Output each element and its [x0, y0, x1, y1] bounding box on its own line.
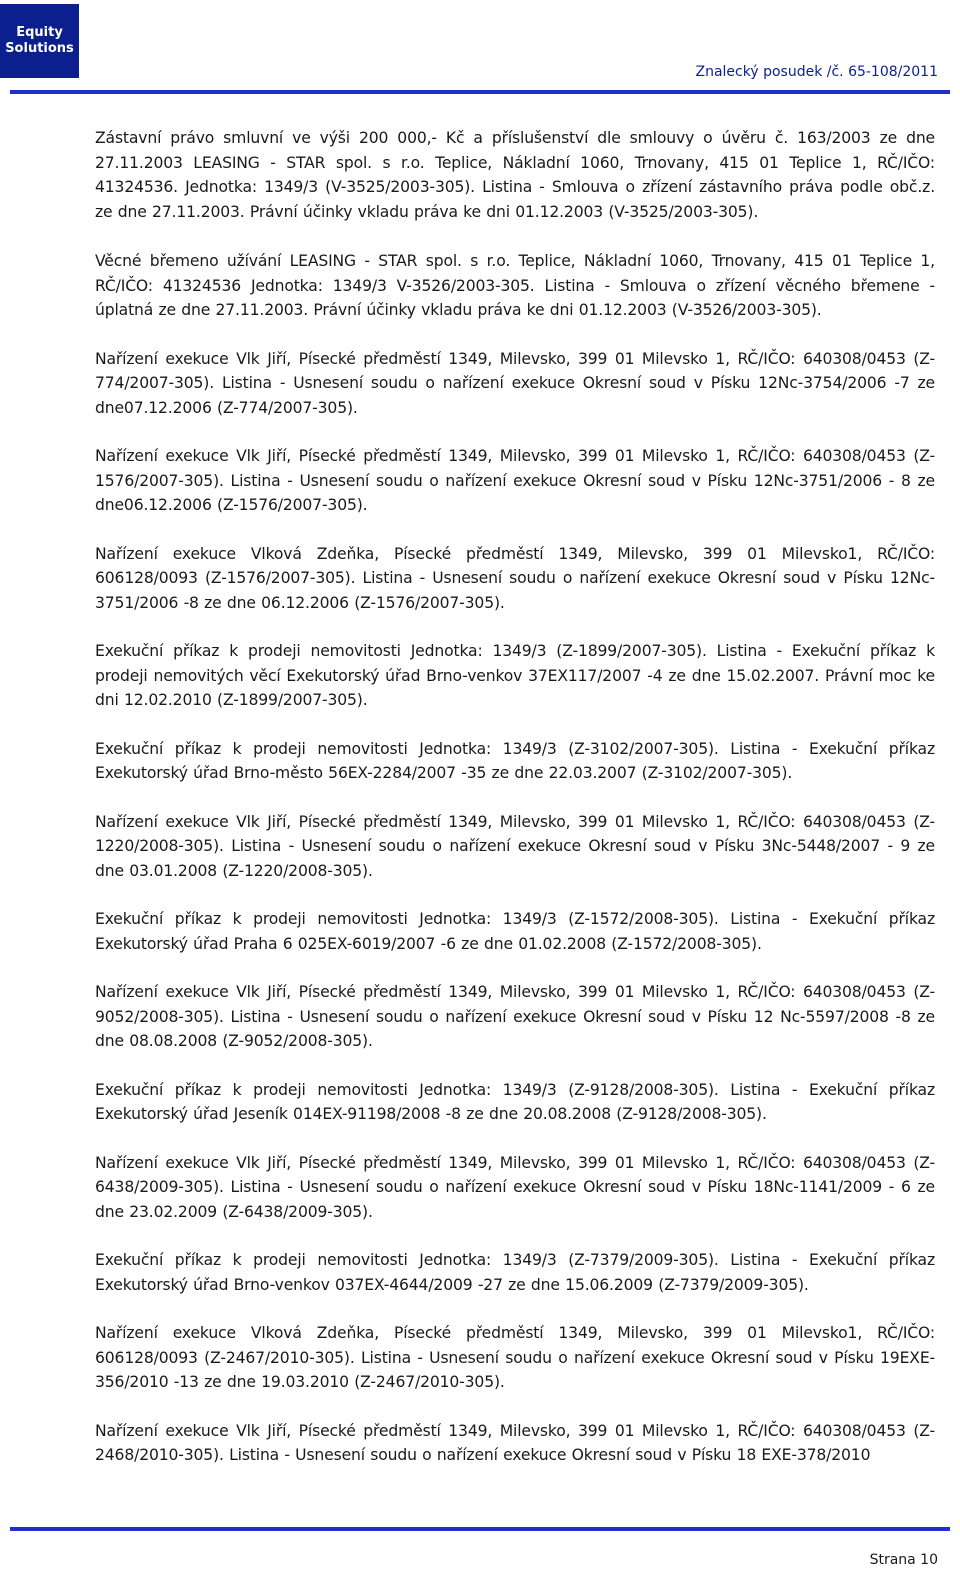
- paragraph-zastavni-pravo: Zástavní právo smluvní ve výši 200 000,- Kč a příslušenství dle smlouvy o úvěru č. 163/2003 ze dne 27.11.2003 LEASING - STAR spol. s r.o. Teplice, Nákladní 1060, Trnovany, 415 01 Teplice 1, RČ/IČO: 41324536. Jednotka: 1349/3 (V-3525/2003-305). Listina - Smlouva o zřízení zástavního práva podle obč.z. ze dne 27.11.2003. Právní účinky vkladu práva ke dni 01.12.2003 (V-3525/2003-305).: [95, 129, 935, 221]
- logo-line-equity: Equity: [16, 25, 63, 40]
- paragraph-exekucni-prikaz: Exekuční příkaz k prodeji nemovitosti Jednotka: 1349/3 (Z-1899/2007-305). Listina - Exekuční příkaz k prodeji nemovitých věcí Exekutorský úřad Brno-venkov 37EX117/2007 -4 ze dne 15.02.2007. Právní moc ke dni 12.02.2010 (Z-1899/2007-305).: [95, 642, 935, 709]
- paragraph-narizeni-exekuce: Nařízení exekuce Vlk Jiří, Písecké předměstí 1349, Milevsko, 399 01 Milevsko 1, RČ/IČO: 640308/0453 (Z-2468/2010-305). Listina - Usnesení soudu o nařízení exekuce Okresní soud v Písku 18 EXE-378/2010: [95, 1421, 935, 1464]
- paragraph-exekucni-prikaz: Exekuční příkaz k prodeji nemovitosti Jednotka: 1349/3 (Z-9128/2008-305). Listina - Exekuční příkaz Exekutorský úřad Jeseník 014EX-91198/2008 -8 ze dne 20.08.2008 (Z-9128/2008-305).: [95, 1080, 935, 1123]
- paragraph-narizeni-exekuce: Nařízení exekuce Vlk Jiří, Písecké předměstí 1349, Milevsko, 399 01 Milevsko 1, RČ/IČO: 640308/0453 (Z-9052/2008-305). Listina - Usnesení soudu o nařízení exekuce Okresní soud v Písku 12 Nc-5597/2008 -8 ze dne 08.08.2008 (Z-9052/2008-305).: [95, 983, 935, 1050]
- paragraph-narizeni-exekuce: Nařízení exekuce Vlk Jiří, Písecké předměstí 1349, Milevsko, 399 01 Milevsko 1, RČ/IČO: 640308/0453 (Z-6438/2009-305). Listina - Usnesení soudu o nařízení exekuce Okresní soud v Písku 18Nc-1141/2009 - 6 ze dne 23.02.2009 (Z-6438/2009-305).: [95, 1153, 935, 1221]
- paragraph-exekucni-prikaz: Exekuční příkaz k prodeji nemovitosti Jednotka: 1349/3 (Z-1572/2008-305). Listina - Exekuční příkaz Exekutorský úřad Praha 6 025EX-6019/2007 -6 ze dne 01.02.2008 (Z-1572/2008-305).: [95, 910, 935, 953]
- page-number: Strana 10: [869, 1552, 938, 1568]
- document-reference: Znalecký posudek /č. 65-108/2011: [695, 64, 938, 80]
- paragraph-exekucni-prikaz: Exekuční příkaz k prodeji nemovitosti Jednotka: 1349/3 (Z-7379/2009-305). Listina - Exekuční příkaz Exekutorský úřad Brno-venkov 037EX-4644/2009 -27 ze dne 15.06.2009 (Z-7379/2009-305).: [95, 1251, 935, 1294]
- paragraph-narizeni-exekuce: Nařízení exekuce Vlk Jiří, Písecké předměstí 1349, Milevsko, 399 01 Milevsko 1, RČ/IČO: 640308/0453 (Z-1576/2007-305). Listina - Usnesení soudu o nařízení exekuce Okresní soud v Písku 12Nc-3751/2006 - 8 ze dne06.12.2006 (Z-1576/2007-305).: [95, 447, 935, 514]
- paragraph-narizeni-exekuce: Nařízení exekuce Vlk Jiří, Písecké předměstí 1349, Milevsko, 399 01 Milevsko 1, RČ/IČO: 640308/0453 (Z-774/2007-305). Listina - Usnesení soudu o nařízení exekuce Okresní soud v Písku 12Nc-3754/2006 -7 ze dne07.12.2006 (Z-774/2007-305).: [95, 349, 935, 417]
- paragraph-exekucni-prikaz: Exekuční příkaz k prodeji nemovitosti Jednotka: 1349/3 (Z-3102/2007-305). Listina - Exekuční příkaz Exekutorský úřad Brno-město 56EX-2284/2007 -35 ze dne 22.03.2007 (Z-3102/2007-305).: [95, 739, 935, 782]
- paragraph-narizeni-exekuce: Nařízení exekuce Vlk Jiří, Písecké předměstí 1349, Milevsko, 399 01 Milevsko 1, RČ/IČO: 640308/0453 (Z-1220/2008-305). Listina - Usnesení soudu o nařízení exekuce Okresní soud v Písku 3Nc-5448/2007 - 9 ze dne 03.01.2008 (Z-1220/2008-305).: [95, 812, 935, 880]
- paragraph-narizeni-exekuce: Nařízení exekuce Vlková Zdeňka, Písecké předměstí 1349, Milevsko, 399 01 Milevsko1, RČ/IČO: 606128/0093 (Z-2467/2010-305). Listina - Usnesení soudu o nařízení exekuce Okresní soud v Písku 19EXE-356/2010 -13 ze dne 19.03.2010 (Z-2467/2010-305).: [95, 1324, 935, 1391]
- paragraph-narizeni-exekuce: Nařízení exekuce Vlková Zdeňka, Písecké předměstí 1349, Milevsko, 399 01 Milevsko1, RČ/IČO: 606128/0093 (Z-1576/2007-305). Listina - Usnesení soudu o nařízení exekuce Okresní soud v Písku 12Nc-3751/2006 -8 ze dne 06.12.2006 (Z-1576/2007-305).: [95, 544, 935, 612]
- logo-line-solutions: Solutions: [5, 41, 74, 56]
- company-logo: [0, 4, 79, 78]
- header-divider: [10, 90, 950, 94]
- paragraph-vecne-bremeno: Věcné břemeno užívání LEASING - STAR spol. s r.o. Teplice, Nákladní 1060, Trnovany, 415 01 Teplice 1, RČ/IČO: 41324536 Jednotka: 1349/3 V-3526/2003-305. Listina - Smlouva o zřízení věcného břemene - úplatná ze dne 27.11.2003. Právní účinky vkladu práva ke dni 01.12.2003 (V-3526/2003-305).: [95, 252, 935, 319]
- footer-divider: [10, 1527, 950, 1531]
- document-body: [95, 126, 935, 1492]
